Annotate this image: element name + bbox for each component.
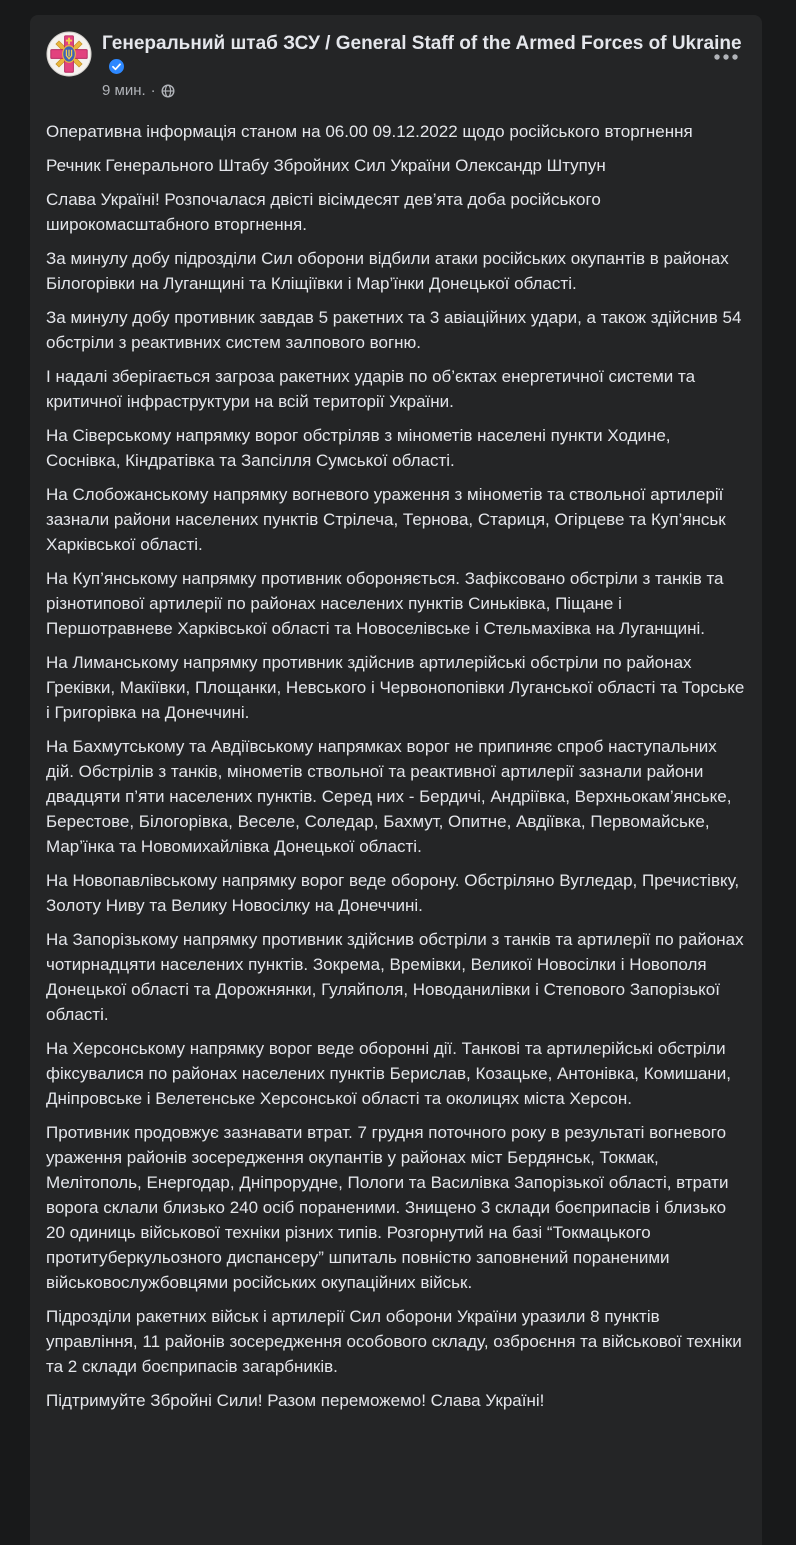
post-text (30, 100, 762, 1413)
post-card (30, 15, 762, 1545)
post-paragraph: Оперативна інформація станом на 06.00 09.12.2022 щодо російського вторгнення (46, 122, 693, 141)
post-paragraph: За минулу добу противник завдав 5 ракетних та 3 авіаційних удари, а також здійснив 54 обстріли з реактивних систем залпового вогню. (46, 308, 742, 352)
post-paragraph: За минулу добу підрозділи Сил оборони відбили атаки російських окупантів в районах Білогорівки на Луганщині та Кліщіївки і Мар’їнки Донецької області. (46, 249, 729, 293)
header-info (102, 31, 742, 100)
three-dots-icon (714, 54, 738, 60)
general-staff-emblem-icon (46, 31, 92, 77)
post-paragraph: На Куп’янському напрямку противник обороняється. Зафіксовано обстріли з танків та різнотипової артилерії по районах населених пунктів Синьківка, Піщане і Першотравневе Харківської області та Новоселівське і Стельмахівка на Луганщині. (46, 569, 724, 638)
post-paragraph: Речник Генерального Штабу Збройних Сил України Олександр Штупун (46, 156, 606, 175)
post-paragraph: На Новопавлівському напрямку ворог веде оборону. Обстріляно Вугледар, Пречистівку, Золоту Ниву та Велику Новосілку на Донеччині. (46, 871, 740, 915)
post-paragraph: Підрозділи ракетних військ і артилерії Сил оборони України уразили 8 пунктів управління, 11 районів зосередження особового складу, озброєння та військової техніки та 2 склади боєприпасів загарбників. (46, 1307, 742, 1376)
post-paragraph: Слава Україні! Розпочалася двісті вісімдесят дев’ята доба російського широкомасштабного вторгнення. (46, 190, 601, 234)
page-name-link[interactable]: Генеральний штаб ЗСУ / General Staff of the Armed Forces of Ukraine (102, 33, 742, 54)
globe-icon (161, 84, 175, 98)
post-paragraph: Противник продовжує зазнавати втрат. 7 грудня поточного року в результаті вогневого ураження районів зосередження окупантів у районах міст Бердянськ, Токмак, Мелітополь, Енергодар, Дніпрорудне, Пологи та Василівка Запорізької області, втрати ворога склали близько 240 осіб пораненими. Знищено 3 склади боєприпасів і близько 20 одиниць військової техніки різних типів. Розгорнутий на базі “Токмацького протитуберкульозного диспансеру” шпиталь повністю заповнений пораненими військовослужбовцями російських окупаційних військ. (46, 1123, 729, 1292)
badge-row (109, 59, 742, 74)
post-timestamp[interactable]: 9 мин. (102, 82, 146, 99)
post-paragraph: На Слобожанському напрямку вогневого ураження з мінометів та ствольної артилерії зазнали райони населених пунктів Стрілеча, Тернова, Стариця, Огірцеве та Куп’янськ Харківської області. (46, 485, 726, 554)
post-paragraph: На Сіверському напрямку ворог обстріляв з мінометів населені пункти Ходине, Соснівка, Кіндратівка та Запсілля Сумської області. (46, 426, 671, 470)
post-paragraph: На Бахмутському та Авдіївському напрямках ворог не припиняє спроб наступальних дій. Обстрілів з танків, мінометів ствольної та реактивної артилерії зазнали райони двадцяти п’яти населених пунктів. Серед них - Бердичі, Андріївка, Верхньокам’янське, Берестове, Білогорівка, Веселе, Соледар, Бахмут, Опитне, Авдіївка, Первомайське, Мар’їнка та Новомихайлівка Донецької області. (46, 737, 732, 856)
post-options-button[interactable] (708, 43, 744, 71)
post-paragraph: На Херсонському напрямку ворог веде оборонні дії. Танкові та артилерійські обстріли фіксувалися по районах населених пунктів Берислав, Козацьке, Антонівка, Комишани, Дніпровське і Велетенське Херсонської області та околицях міста Херсон. (46, 1039, 731, 1108)
post-paragraph: Підтримуйте Збройні Сили! Разом переможемо! Слава Україні! (46, 1391, 545, 1410)
post-header (30, 15, 762, 100)
post-paragraph: На Лиманському напрямку противник здійснив артилерійські обстріли по районах Греківки, Макіївки, Площанки, Невського і Червонопопівки Луганської області та Торське і Григорівка на Донеччині. (46, 653, 745, 722)
meta-separator: · (150, 82, 156, 99)
post-paragraph: І надалі зберігається загроза ракетних ударів по об’єктах енергетичної системи та критичної інфраструктури на всій території України. (46, 367, 696, 411)
post-paragraph: На Запорізькому напрямку противник здійснив обстріли з танків та артилерії по районах чотирнадцяти населених пунктів. Зокрема, Времівки, Великої Новосілки і Новополя Донецької області та Дорожнянки, Гуляйполя, Новоданилівки і Степового Запорізької області. (46, 930, 744, 1024)
verified-badge-icon (109, 59, 124, 74)
post-meta (102, 81, 742, 100)
page-avatar[interactable] (46, 31, 92, 77)
